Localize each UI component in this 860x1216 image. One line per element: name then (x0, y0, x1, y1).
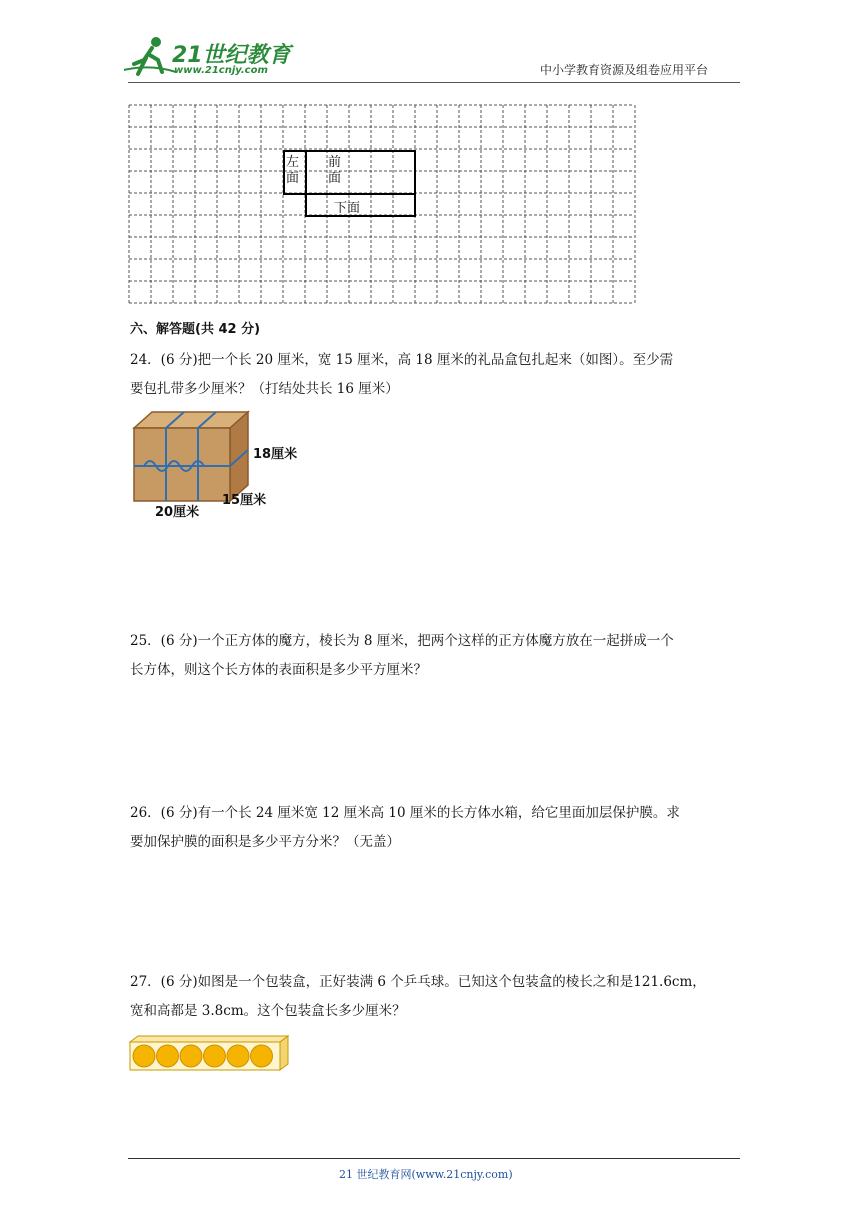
pingpong-ball (157, 1045, 179, 1067)
question-24-line2: 要包扎带多少厘米？（打结处共长 16 厘米） (130, 381, 399, 397)
grid-net-figure (128, 104, 636, 306)
question-27-line1: 27．(6 分)如图是一个包装盒，正好装满 6 个乒乓球。已知这个包装盒的棱长之和是121.6cm， (130, 974, 706, 990)
question-27 (130, 968, 740, 1026)
question-24 (130, 346, 740, 404)
pingpong-ball (180, 1045, 202, 1067)
question-25-line2: 长方体，则这个长方体的表面积是多少平方厘米？ (130, 662, 427, 678)
label-bottom-face-text: 下面 (334, 201, 361, 216)
pingpong-box-figure (128, 1034, 290, 1074)
question-25-line1: 25．(6 分)一个正方体的魔方，棱长为 8 厘米，把两个这样的正方体魔方放在一起拼成一个 (130, 633, 674, 649)
footer-link[interactable]: 21 世纪教育网(www.21cnjy.com) (339, 1168, 513, 1181)
platform-name: 中小学教育资源及组卷应用平台 (540, 63, 709, 77)
label-front-face-text: 前面 (328, 155, 342, 186)
logo-url: www.21cnjy.com (174, 65, 268, 76)
runner-logo-icon (122, 34, 178, 78)
section-title: 六、解答题(共 42 分) (130, 322, 261, 337)
pingpong-ball (133, 1045, 155, 1067)
logo-title: 21世纪教育 (172, 43, 291, 68)
label-left-face-text: 左面 (286, 155, 300, 186)
header-divider (128, 82, 740, 83)
question-26-line2: 要加保护膜的面积是多少平方分米？（无盖） (130, 834, 400, 850)
question-26 (130, 799, 740, 857)
box-height-label: 18厘米 (253, 447, 298, 462)
pingpong-ball (204, 1045, 226, 1067)
box-width-label: 15厘米 (222, 493, 267, 508)
question-24-line1: 24．(6 分)把一个长 20 厘米，宽 15 厘米，高 18 厘米的礼品盒包扎起来（如图）。至少需 (130, 352, 674, 368)
pingpong-ball (251, 1045, 273, 1067)
header-logo (122, 34, 292, 80)
footer-divider (128, 1158, 740, 1159)
question-25 (130, 627, 740, 685)
question-27-line2: 宽和高都是 3.8cm。这个包装盒长多少厘米？ (130, 1003, 406, 1019)
question-26-line1: 26．(6 分)有一个长 24 厘米宽 12 厘米高 10 厘米的长方体水箱，给它里面加层保护膜。求 (130, 805, 680, 821)
pingpong-ball (227, 1045, 249, 1067)
box-length-label: 20厘米 (155, 505, 200, 520)
